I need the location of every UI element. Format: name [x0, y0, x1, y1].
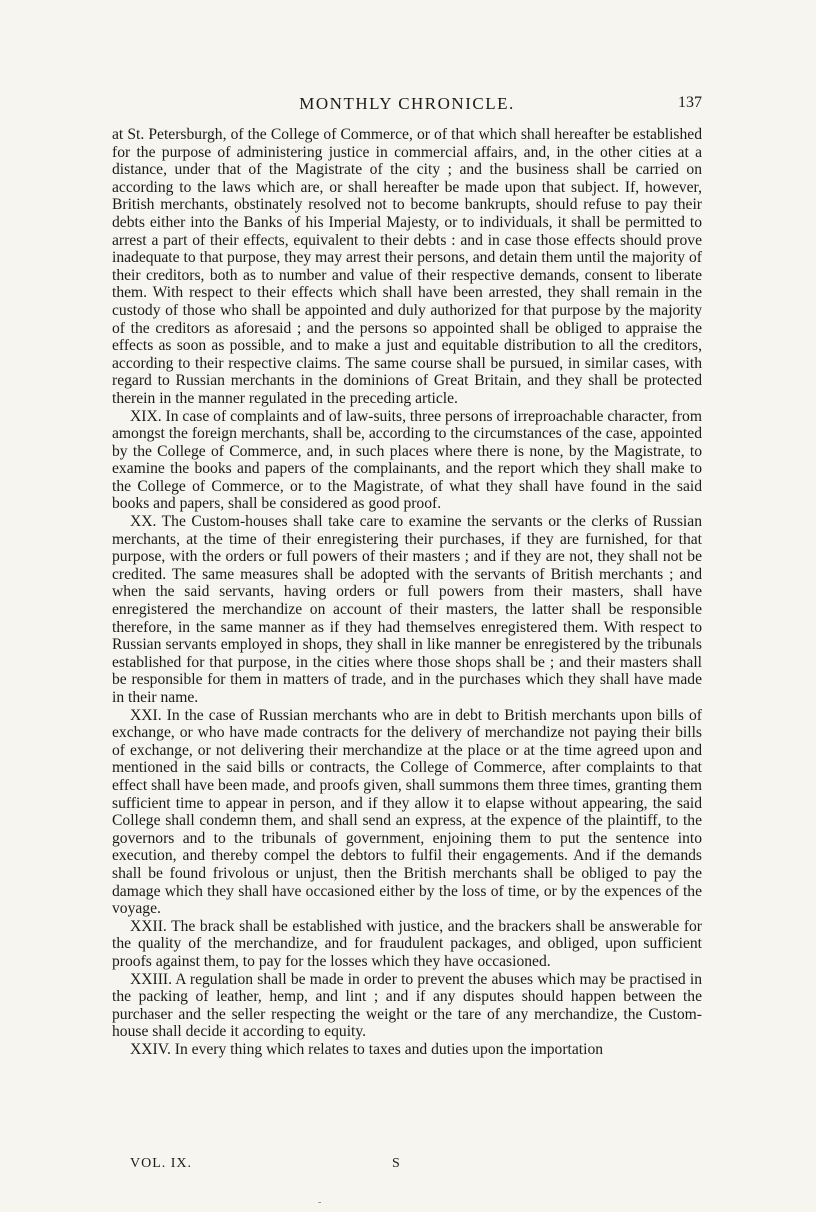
stray-mark: - — [318, 1197, 322, 1208]
page-number: 137 — [678, 94, 702, 111]
article-xxi: XXI. In the case of Russian merchants who are in debt to British merchants upon bills of exchange, or who have made contracts for the delivery of merchandize not paying their bills of exchange, or not delivering their merchandize at the place or at the time agreed upon and mentioned in the said bills or contracts, the College of Commerce, after complaints to that effect shall have been made, and proofs given, shall summons them three times, granting them sufficient time to appear in person, and if they allow it to elapse without appearing, the said College shall condemn them, and shall send an express, at the expence of the plaintiff, to the governors and to the tribunals of government, enjoining them to put the sentence into execution, and thereby compel the debtors to fulfil their engagements. And if the demands shall be found frivolous or unjust, then the British merchants shall be obliged to pay the damage which they shall have occasioned either by the loss of time, or by the expences of the voyage. — [112, 706, 702, 918]
running-title: MONTHLY CHRONICLE. — [299, 94, 515, 113]
volume-label: VOL. IX. — [130, 1156, 193, 1171]
article-xxiv: XXIV. In every thing which relates to taxes and duties upon the importation — [130, 1040, 604, 1058]
signature-mark: S — [392, 1156, 400, 1171]
page-header — [112, 94, 702, 118]
page-footer — [130, 1156, 550, 1178]
article-xxiii: XXIII. A regulation shall be made in order to prevent the abuses which may be practised in the packing of leather, hemp, and lint ; and if any disputes should happen between the purchaser and the seller respecting the weight or the tare of any merchandize, the Custom-house shall decide it according to equity. — [112, 970, 702, 1041]
article-xxii: XXII. The brack shall be established with justice, and the brackers shall be answerable for the quality of the merchandize, and for fraudulent packages, and obliged, upon sufficient proofs against them, to pay for the losses which they have occasioned. — [112, 917, 702, 970]
article-xx: XX. The Custom-houses shall take care to examine the servants or the clerks of Russian merchants, at the time of their enregistering their purchases, if they are furnished, for that purpose, with the orders or full powers of their masters ; and if they are not, they shall not be credited. The same measures shall be adopted with the servants of British merchants ; and when the said servants, having orders or full powers from their masters, shall have enregistered the merchandize on account of their masters, the latter shall be responsible therefore, in the same manner as if they had themselves enregistered them. With respect to Russian servants employed in shops, they shall in like manner be enregistered by the tribunals established for that purpose, in the cities where those shops shall be ; and their masters shall be responsible for them in matters of trade, and in the purchases which they shall have made in their name. — [112, 513, 702, 706]
paragraph: at St. Petersburgh, of the College of Commerce, or of that which shall hereafter be established for the purpose of administering justice in commercial affairs, and, in the other cities at a distance, under that of the Magistrate of the city ; and the business shall be carried on according to the laws which are, or shall hereafter be made upon that subject. If, however, British merchants, obstinately resolved not to become bankrupts, should refuse to pay their debts either into the Banks of his Imperial Majesty, or to individuals, it shall be permitted to arrest a part of their effects, equivalent to their debts : and in case those effects should prove inadequate to that purpose, they may arrest their persons, and detain them until the majority of their creditors, both as to number and value of their respective demands, consent to liberate them. With respect to their effects which shall have been arrested, they shall remain in the custody of those who shall be appointed and duly authorized for that purpose by the majority of the creditors as aforesaid ; and the persons so appointed shall be obliged to appraise the effects as soon as possible, and to make a just and equitable distribution to all the creditors, according to their respective claims. The same course shall be pursued, in similar cases, with regard to Russian merchants in the dominions of Great Britain, and they shall be protected therein in the manner regulated in the preceding article. — [112, 126, 702, 407]
article-xix: XIX. In case of complaints and of law-suits, three persons of irreproachable character, from amongst the foreign merchants, shall be, according to the circumstances of the case, appointed by the College of Commerce, and, in such places where there is none, by the Magistrate, to examine the books and papers of the complainants, and the report which they shall make to the College of Commerce, or to the Magistrate, of what they shall have found in the said books and papers, shall be considered as good proof. — [112, 407, 702, 513]
body-text — [112, 126, 702, 1058]
